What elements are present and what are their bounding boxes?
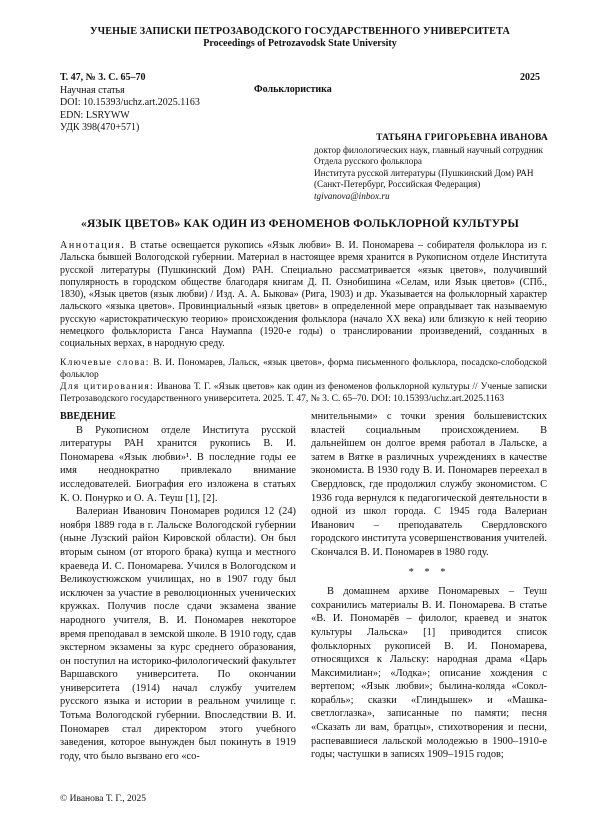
volume-pages: Т. 47, № 3. С. 65–70: [60, 72, 146, 83]
author-affiliation: [314, 132, 554, 202]
section-label: Фольклористика: [254, 84, 332, 95]
author-name: ТАТЬЯНА ГРИГОРЬЕВНА ИВАНОВА: [376, 133, 548, 143]
edn: EDN: LSRYWW: [60, 109, 130, 121]
author-line-1: доктор филологических наук, главный научный сотрудник: [314, 145, 544, 155]
citation: [60, 381, 547, 405]
author-line-4: (Санкт-Петербург, Российская Федерация): [314, 179, 481, 190]
section-separator: * * *: [408, 566, 450, 578]
article-title: «ЯЗЫК ЦВЕТОВ» КАК ОДИН ИЗ ФЕНОМЕНОВ ФОЛЬКЛОРНОЙ КУЛЬТУРЫ: [81, 218, 519, 230]
body-paragraph: В домашнем архиве Пономаревых – Теуш сохранились материалы В. И. Пономарева. В статье «В. И. Пономарёв – филолог, краевед и знаток культуры Лальска» [1] приводится список фольклорных рукописей В. И. Пономарева, относящихся к Лальску: народная драма «Царь Максимилиан»; «Лодка»; описание хождения с вертепом; «Язык любви»; былина-коляда «Сокол-корабль»; сказки «Глиндышек» и «Машка-светлоглазка», записанные по памяти; песня «Сказать ли вам, братцы», стихотворения и песни, распевавшиеся лальской молодежью в 1900–1910-е годы; частушки в записях 1909–1915 годов;: [311, 586, 547, 761]
keywords-label: Ключевые слова:: [60, 358, 150, 368]
abstract: [60, 240, 547, 351]
author-email[interactable]: tgivanova@inbox.ru: [314, 190, 390, 201]
abstract-label: Аннотация.: [60, 240, 126, 251]
keywords-text: В. И. Пономарев, Лальск, «язык цветов», форма письменного фольклора, посадско-слободской фольклор: [60, 358, 547, 380]
journal-subtitle: Proceedings of Petrozavodsk State University: [203, 38, 397, 49]
citation-label: Для цитирования:: [60, 382, 155, 392]
section-heading: ВВЕДЕНИЕ: [60, 411, 116, 422]
body-paragraph: Валериан Иванович Пономарев родился 12 (24) ноября 1889 года в г. Лальске Вологодской губернии (ныне Лузский район Кировской области). Он был вторым сыном (от второго брака) купца и местного краеведа И. С. Пономарева. Учился в Вологодском и Великоустюжском училищах, но в 1907 году был исключен за участие в революционных ученических кружках. Получив после сдачи экзамена звание народного учителя, В. И. Пономарев некоторое время преподавал в земской школе. В 1910 году, сдав экстерном экзамены за курс среднего образования, он поступил на историко-филологический факультет Варшавского университета. По окончании университета (1914) начал службу учителем русского языка и истории в реальном училище г. Тотьма Вологодской губернии. Впоследствии В. И. Пономарев стал директором этого учебного заведения, которое вынужден был покинуть в 1919 году, что было вызвано его «со-: [60, 506, 296, 762]
author-line-2: Отдела русского фольклора: [314, 156, 422, 167]
body-column-left: [60, 410, 296, 763]
copyright: © Иванова Т. Г., 2025: [60, 794, 146, 804]
article-meta: [60, 72, 540, 135]
doi[interactable]: DOI: 10.15393/uchz.art.2025.1163: [60, 97, 200, 109]
keywords: [60, 357, 547, 381]
article-type: Научная статья: [60, 84, 125, 96]
author-line-3: Института русской литературы (Пушкинский Дом) РАН: [314, 167, 534, 178]
body-paragraph: мнительными» с точки зрения большевистских властей социальным происхождением. В дальнейшем он долгое время работал в Лальске, а затем в Вятке в различных учреждениях в качестве экономиста. В 1930 году В. И. Пономарев переехал в Свердловск, где продолжил службу экономистом. С 1936 года вернулся к педагогической деятельности в одной из школ города. С 1945 года Валериан Иванович – преподаватель Свердловского городского института усовершенствования учителей. Скончался В. И. Пономарев в 1980 году.: [311, 411, 547, 558]
journal-title: УЧЕНЫЕ ЗАПИСКИ ПЕТРОЗАВОДСКОГО ГОСУДАРСТВЕННОГО УНИВЕРСИТЕТА: [90, 26, 510, 37]
abstract-text: В статье освещается рукопись «Язык любви» В. И. Пономарева – собирателя фольклора из г. Лальска бывшей Вологодской губернии. Материал в настоящее время хранится в Рукописном отделе Института русской литературы (Пушкинский Дом) РАН. Специально рассматривается «язык цветов», получивший популярность в городском обществе благодаря книгам Д. П. Ознобишина «Селам, или Язык цветов» (СПб., 1830), «Язык цветов (язык любви) / Изд. А. А. Быкова» (Рига, 1903) и др. Указывается на фольклорный характер лальского «языка цветов». Провинциальный «язык цветов» в определенной мере оправдывает так называемую русскую «аристократическую теорию» происхождения фольклора (начало XX века) или близкую к ней теорию немецкого фольклориста Ганса Наумanna (1920-е годы) о транслировании произведений, созданных в социальных верхах, в народную среду.: [60, 240, 547, 350]
udc: УДК 398(470+571): [60, 122, 140, 134]
year: 2025: [520, 72, 540, 83]
journal-header: [0, 26, 600, 50]
body-paragraph: В Рукописном отделе Института русской литературы РАН хранится рукопись В. И. Пономарева «Язык любви»¹. В последние годы ее имя неоднократно привлекало внимание исследователей. Биография его изложена в статьях К. О. Понурко и О. А. Теуш [1], [2].: [60, 424, 296, 504]
citation-text: Иванова Т. Г. «Язык цветов» как один из феноменов фольклорной культуры // Ученые записки Петрозаводского государственного университета. 2025. Т. 47, № 3. С. 65–70. DOI: 10.15393/uchz.art.2025.1163: [60, 382, 547, 404]
body-column-right: [311, 410, 547, 762]
